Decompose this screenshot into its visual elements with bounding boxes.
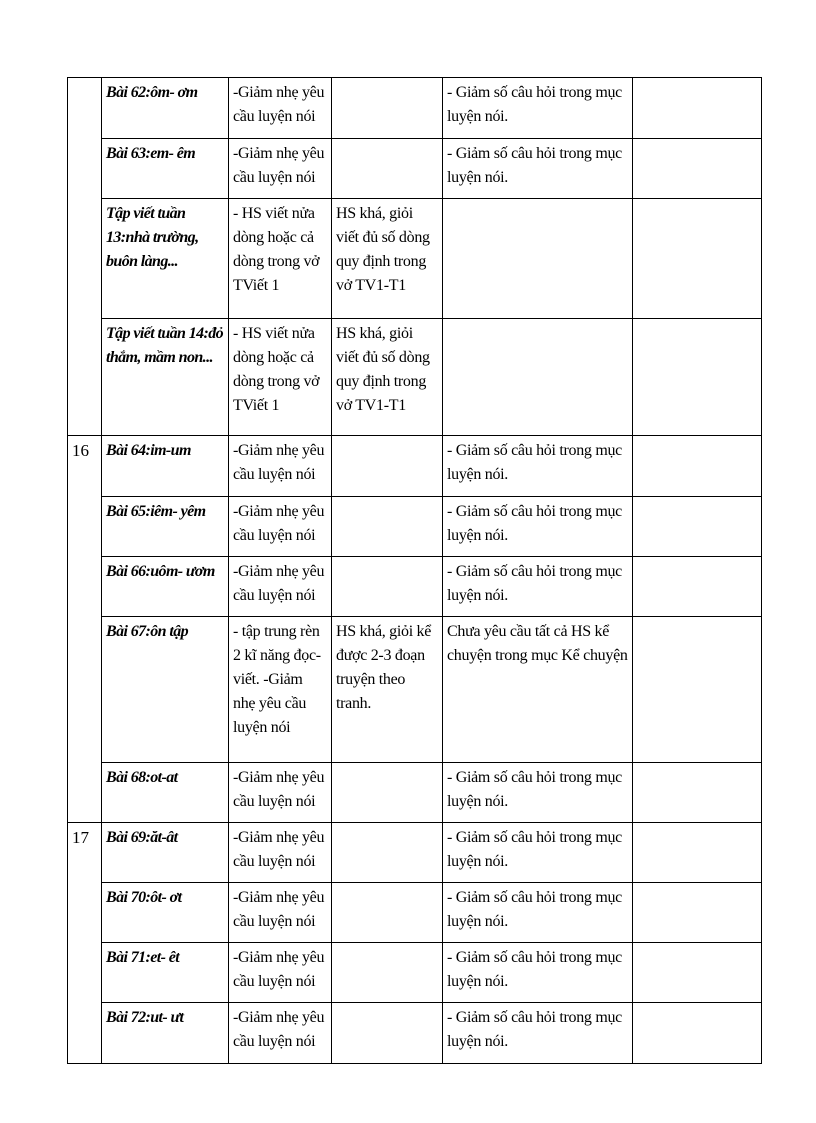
adjustment-cell: - HS viết nửa dòng hoặc cả dòng trong vở TViết 1: [229, 319, 332, 436]
reduction-note-cell: - Giảm số câu hỏi trong mục luyện nói.: [443, 763, 633, 823]
notes-cell: [633, 436, 762, 497]
advanced-requirement-cell: [332, 436, 443, 497]
table-row: [68, 436, 762, 497]
advanced-requirement-cell: [332, 763, 443, 823]
lesson-cell: Tập viết tuần 13:nhà trường, buôn làng...: [102, 199, 229, 319]
notes-cell: [633, 319, 762, 436]
notes-cell: [633, 617, 762, 763]
reduction-note-cell: - Giảm số câu hỏi trong mục luyện nói.: [443, 1003, 633, 1064]
advanced-requirement-cell: [332, 883, 443, 943]
lesson-cell: Bài 69:ăt-ât: [102, 823, 229, 883]
table-row: [68, 319, 762, 436]
table-row: [68, 557, 762, 617]
table-row: [68, 139, 762, 199]
lesson-cell: Bài 65:iêm- yêm: [102, 497, 229, 557]
lesson-cell: Bài 63:em- êm: [102, 139, 229, 199]
notes-cell: [633, 497, 762, 557]
lesson-cell: Bài 72:ut- ưt: [102, 1003, 229, 1064]
table-row: [68, 497, 762, 557]
notes-cell: [633, 823, 762, 883]
reduction-note-cell: - Giảm số câu hỏi trong mục luyện nói.: [443, 497, 633, 557]
lesson-cell: Bài 67:ôn tập: [102, 617, 229, 763]
table-row: [68, 943, 762, 1003]
notes-cell: [633, 883, 762, 943]
table-row: [68, 617, 762, 763]
reduction-note-cell: - Giảm số câu hỏi trong mục luyện nói.: [443, 78, 633, 139]
adjustment-cell: -Giảm nhẹ yêu cầu luyện nói: [229, 763, 332, 823]
notes-cell: [633, 139, 762, 199]
lesson-cell: Bài 62:ôm- ơm: [102, 78, 229, 139]
reduction-note-cell: - Giảm số câu hỏi trong mục luyện nói.: [443, 943, 633, 1003]
reduction-note-cell: - Giảm số câu hỏi trong mục luyện nói.: [443, 436, 633, 497]
adjustment-table: [67, 77, 762, 1064]
advanced-requirement-cell: HS khá, giỏi viết đủ số dòng quy định trong vở TV1-T1: [332, 199, 443, 319]
notes-cell: [633, 943, 762, 1003]
advanced-requirement-cell: HS khá, giỏi viết đủ số dòng quy định trong vở TV1-T1: [332, 319, 443, 436]
lesson-cell: Bài 68:ot-at: [102, 763, 229, 823]
lesson-cell: Bài 71:et- êt: [102, 943, 229, 1003]
table-row: [68, 823, 762, 883]
table-row: [68, 78, 762, 139]
adjustment-cell: -Giảm nhẹ yêu cầu luyện nói: [229, 943, 332, 1003]
week-cell: [68, 78, 102, 436]
adjustment-cell: -Giảm nhẹ yêu cầu luyện nói: [229, 436, 332, 497]
adjustment-cell: -Giảm nhẹ yêu cầu luyện nói: [229, 497, 332, 557]
advanced-requirement-cell: [332, 1003, 443, 1064]
lesson-cell: Tập viết tuần 14:đỏ thắm, mầm non...: [102, 319, 229, 436]
advanced-requirement-cell: [332, 78, 443, 139]
adjustment-cell: -Giảm nhẹ yêu cầu luyện nói: [229, 823, 332, 883]
week-cell: 17: [68, 823, 102, 1064]
adjustment-cell: -Giảm nhẹ yêu cầu luyện nói: [229, 1003, 332, 1064]
lesson-cell: Bài 66:uôm- ươm: [102, 557, 229, 617]
advanced-requirement-cell: [332, 943, 443, 1003]
advanced-requirement-cell: [332, 823, 443, 883]
reduction-note-cell: - Giảm số câu hỏi trong mục luyện nói.: [443, 883, 633, 943]
advanced-requirement-cell: [332, 497, 443, 557]
adjustment-cell: - HS viết nửa dòng hoặc cả dòng trong vở TViết 1: [229, 199, 332, 319]
table-row: [68, 883, 762, 943]
reduction-note-cell: [443, 199, 633, 319]
lesson-cell: Bài 64:im-um: [102, 436, 229, 497]
week-cell: 16: [68, 436, 102, 823]
table-body: [68, 78, 762, 1064]
notes-cell: [633, 1003, 762, 1064]
adjustment-cell: - tập trung rèn 2 kĩ năng đọc- viết. -Giảm nhẹ yêu cầu luyện nói: [229, 617, 332, 763]
notes-cell: [633, 78, 762, 139]
reduction-note-cell: Chưa yêu cầu tất cả HS kể chuyện trong mục Kể chuyện: [443, 617, 633, 763]
lesson-cell: Bài 70:ôt- ơt: [102, 883, 229, 943]
table-row: [68, 763, 762, 823]
reduction-note-cell: - Giảm số câu hỏi trong mục luyện nói.: [443, 823, 633, 883]
adjustment-cell: -Giảm nhẹ yêu cầu luyện nói: [229, 78, 332, 139]
reduction-note-cell: [443, 319, 633, 436]
table-row: [68, 1003, 762, 1064]
adjustment-cell: -Giảm nhẹ yêu cầu luyện nói: [229, 883, 332, 943]
notes-cell: [633, 557, 762, 617]
advanced-requirement-cell: [332, 557, 443, 617]
reduction-note-cell: - Giảm số câu hỏi trong mục luyện nói.: [443, 557, 633, 617]
table-row: [68, 199, 762, 319]
adjustment-cell: -Giảm nhẹ yêu cầu luyện nói: [229, 557, 332, 617]
notes-cell: [633, 763, 762, 823]
advanced-requirement-cell: HS khá, giỏi kể được 2-3 đoạn truyện theo tranh.: [332, 617, 443, 763]
adjustment-cell: -Giảm nhẹ yêu cầu luyện nói: [229, 139, 332, 199]
reduction-note-cell: - Giảm số câu hỏi trong mục luyện nói.: [443, 139, 633, 199]
advanced-requirement-cell: [332, 139, 443, 199]
notes-cell: [633, 199, 762, 319]
